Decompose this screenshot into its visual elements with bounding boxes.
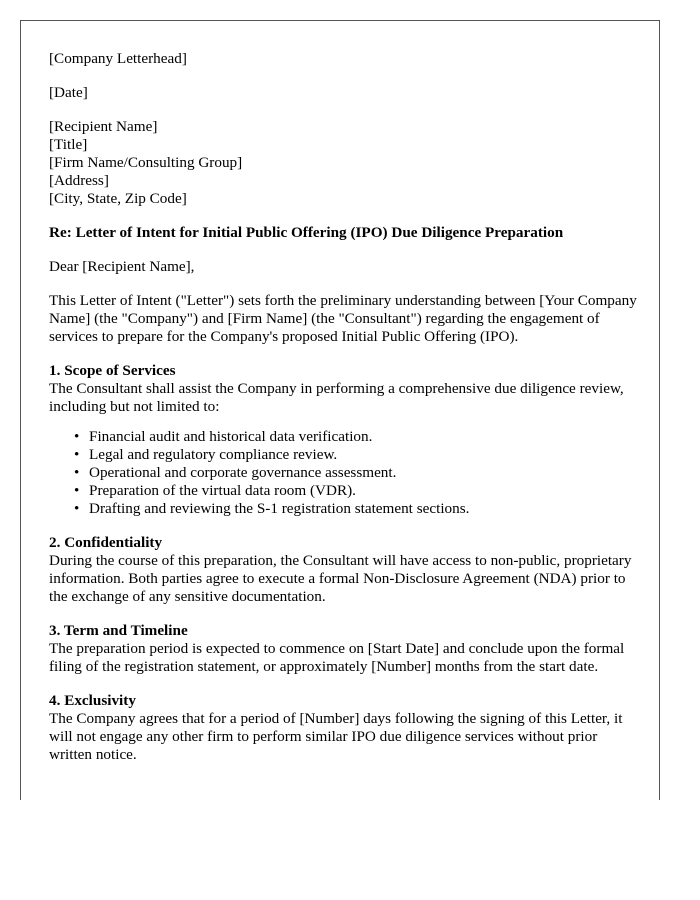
section-confidentiality	[49, 534, 639, 606]
recipient-city-state-zip: [City, State, Zip Code]	[49, 190, 187, 207]
section-title: 2. Confidentiality	[49, 534, 163, 551]
section-body: The Company agrees that for a period of [Number] days following the signing of this Letter, it will not engage any other firm to perform similar IPO due diligence services without prior written notice.	[49, 710, 623, 763]
recipient-address-block	[49, 118, 639, 208]
section-title: 4. Exclusivity	[49, 692, 136, 709]
section-scope	[49, 362, 639, 518]
list-item-text: Drafting and reviewing the S-1 registration statement sections.	[89, 500, 470, 517]
section-exclusivity	[49, 692, 639, 764]
section-body: The preparation period is expected to commence on [Start Date] and conclude upon the formal filing of the registration statement, or approximately [Number] months from the start date.	[49, 640, 625, 675]
list-item-text: Legal and regulatory compliance review.	[89, 446, 338, 463]
section-body: During the course of this preparation, the Consultant will have access to non-public, proprietary information. Both parties agree to execute a formal Non-Disclosure Agreement (NDA) prior to the exchange of any sensitive documentation.	[49, 552, 632, 605]
salutation: Dear [Recipient Name],	[49, 258, 195, 275]
recipient-title: [Title]	[49, 136, 88, 153]
list-item-text: Preparation of the virtual data room (VDR).	[89, 482, 356, 499]
services-list	[49, 428, 639, 518]
section-title: 3. Term and Timeline	[49, 622, 188, 639]
section-body: The Consultant shall assist the Company in performing a comprehensive due diligence review, including but not limited to:	[49, 380, 624, 415]
letter-date: [Date]	[49, 84, 88, 101]
subject-line: Re: Letter of Intent for Initial Public Offering (IPO) Due Diligence Preparation	[49, 224, 564, 241]
list-item	[74, 482, 639, 500]
list-item	[74, 464, 639, 482]
letter-page	[20, 20, 660, 800]
list-item-text: Operational and corporate governance assessment.	[89, 464, 397, 481]
recipient-firm: [Firm Name/Consulting Group]	[49, 154, 243, 171]
list-item	[74, 428, 639, 446]
company-letterhead: [Company Letterhead]	[49, 50, 187, 67]
list-item	[74, 500, 639, 518]
recipient-name: [Recipient Name]	[49, 118, 158, 135]
list-item	[74, 446, 639, 464]
bullet-icon: •	[74, 446, 80, 463]
intro-paragraph: This Letter of Intent ("Letter") sets forth the preliminary understanding between [Your Company Name] (the "Company") and [Firm Name] (the "Consultant") regarding the engagement of services to prepare for the Company's proposed Initial Public Offering (IPO).	[49, 292, 637, 345]
list-item-text: Financial audit and historical data verification.	[89, 428, 373, 445]
bullet-icon: •	[74, 500, 80, 517]
recipient-address: [Address]	[49, 172, 109, 189]
bullet-icon: •	[74, 464, 80, 481]
bullet-icon: •	[74, 428, 80, 445]
section-term	[49, 622, 639, 676]
section-title: 1. Scope of Services	[49, 362, 176, 379]
bullet-icon: •	[74, 482, 80, 499]
